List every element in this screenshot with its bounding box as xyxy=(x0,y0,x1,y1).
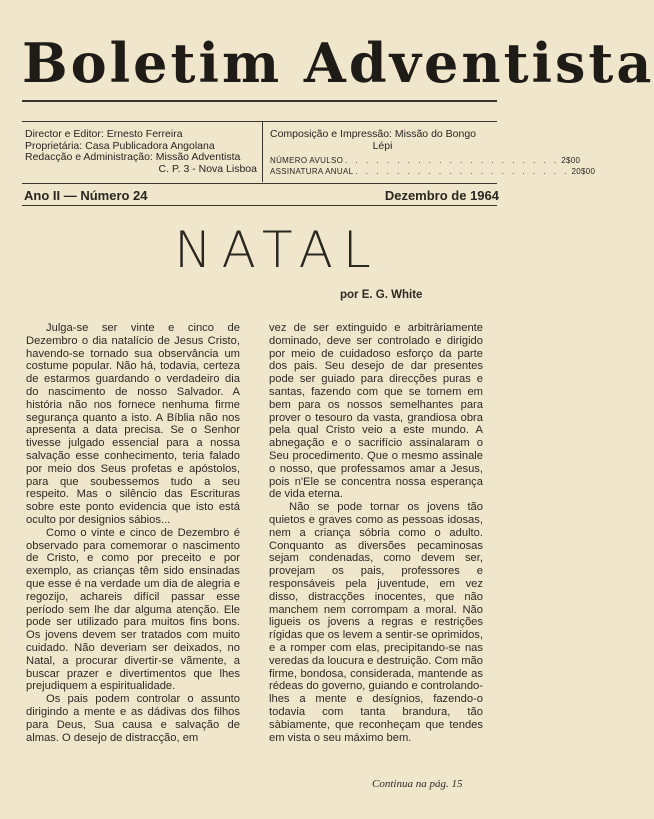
issue-row xyxy=(24,188,499,203)
article-column-right xyxy=(269,322,483,744)
paragraph: vez de ser extinguido e arbitràriamente dominado, deve ser controlado e dirigido por meio de cuidadoso esforço da parte dos pais. Seu desejo de dar presentes pode ser guiado para direcções puras e santas, fazendo com que se tornem em bem para os nossos semelhantes para prover o tesouro da vasta, grandiosa obra pela qual Cristo veio a este mundo. A abnegação e o sacrifício assinalaram o Seu procedimento. Que o mesmo assinale o nosso, que professamos amar a Jesus, pois n'Ele se concentra nossa esperança de vida eterna. xyxy=(269,322,483,501)
price-row-assinatura: ASSINATURA ANUAL . . . . . . . . . . . . . . . . . . . . . 20$00 xyxy=(270,167,596,176)
credits-left xyxy=(25,129,257,175)
masthead-title: Boletim Adventista xyxy=(22,31,654,95)
header-rule-bottom xyxy=(22,183,497,184)
owner-line: Proprietária: Casa Publicadora Angolana xyxy=(25,139,215,152)
price-label: NÚMERO AVULSO xyxy=(270,156,344,165)
paragraph: Como o vinte e cinco de Dezembro é observado para comemorar o nascimento de Cristo, e como por preceito e por exemplo, as crianças têm sido ensinadas que esse é na verdade um dia de alegria e regozijo, achareis difícil passar esse período sem lhe dar alguma atenção. Ele pode ser utilizado para muitos fins bons. Os jovens devem ser tratados com muito cuidado. Não deveriam ser deixados, no Natal, a procurar divertir-se vãmente, a buscar prazer e divertimentos que lhes prejudiquem a espiritualidade. xyxy=(26,526,240,693)
issue-rule xyxy=(22,205,497,206)
director-line: Director e Editor: Ernesto Ferreira xyxy=(25,128,183,140)
header-rule-top xyxy=(22,121,497,122)
article-title: NATAL xyxy=(174,221,381,279)
article-column-left xyxy=(26,322,240,744)
issue-number: Ano II — Número 24 xyxy=(24,188,148,203)
place-line: Lépi xyxy=(372,139,393,152)
masthead-rule xyxy=(22,100,497,102)
redaccao-line: Redacção e Administração: Missão Adventista xyxy=(25,151,241,163)
price-value: 2$00 xyxy=(561,156,581,165)
composicao-line: Composição e Impressão: Missão do Bongo xyxy=(270,128,477,140)
header-divider xyxy=(262,122,263,182)
credits-right xyxy=(270,128,596,177)
issue-date: Dezembro de 1964 xyxy=(384,188,499,203)
paragraph: Julga-se ser vinte e cinco de Dezembro o dia natalício de Jesus Cristo, havendo-se tornado sua observância um costume popular. Não há, todavia, certeza de estarmos guardando o verdadeiro dia do nascimento de nosso Salvador. A história não nos fornece nenhuma firme segurança quanto a isto. A Bíblia não nos apresenta a data precisa. Se o Senhor tivesse julgado essencial para a nossa salvação esse conhecimento, teria falado por meio dos Seus profetas e apóstolos, para que soubessemos tudo a seu respeito. Mas o silêncio das Escrituras sobre este ponto evidencia que isto está oculto por designios sábios... xyxy=(26,322,240,526)
continued-note: Continua na pág. 15 xyxy=(372,778,463,790)
paragraph: Os pais podem controlar o assunto dirigindo a mente e as dádivas dos filhos para Deus, Sua causa e salvação de almas. O desejo de distracção, em xyxy=(26,693,240,744)
price-value: 20$00 xyxy=(571,167,596,176)
price-label: ASSINATURA ANUAL xyxy=(270,167,354,176)
paragraph: Não se pode tornar os jovens tão quietos e graves como as pessoas idosas, nem a criança sóbria como o adulto. Conquanto as diversões pecaminosas sejam condenadas, como devem ser, provejam os pais, professores e responsáveis pela juventude, em vez disso, distracções inocentes, que não manchem nem corrompam a moral. Não ligueis os jovens a regras e restrições rígidas que os levem a sentir-se oprimidos, e a romper com elas, precipitando-se nas veredas da loucura e destruição. Com mão firme, bondosa, considerada, mantende as rédeas do governo, guiando e controlando-lhes a mente e desígnios, fazendo-o todavia com tanta brandura, tão sàbiamente, que reconheçam que tendes em vista o seu máximo bem. xyxy=(269,501,483,744)
price-row-avulso: NÚMERO AVULSO . . . . . . . . . . . . . . . . . . . . . 2$00 xyxy=(270,156,581,165)
address-line: C. P. 3 - Nova Lisboa xyxy=(158,162,257,175)
article-author: por E. G. White xyxy=(340,289,423,301)
